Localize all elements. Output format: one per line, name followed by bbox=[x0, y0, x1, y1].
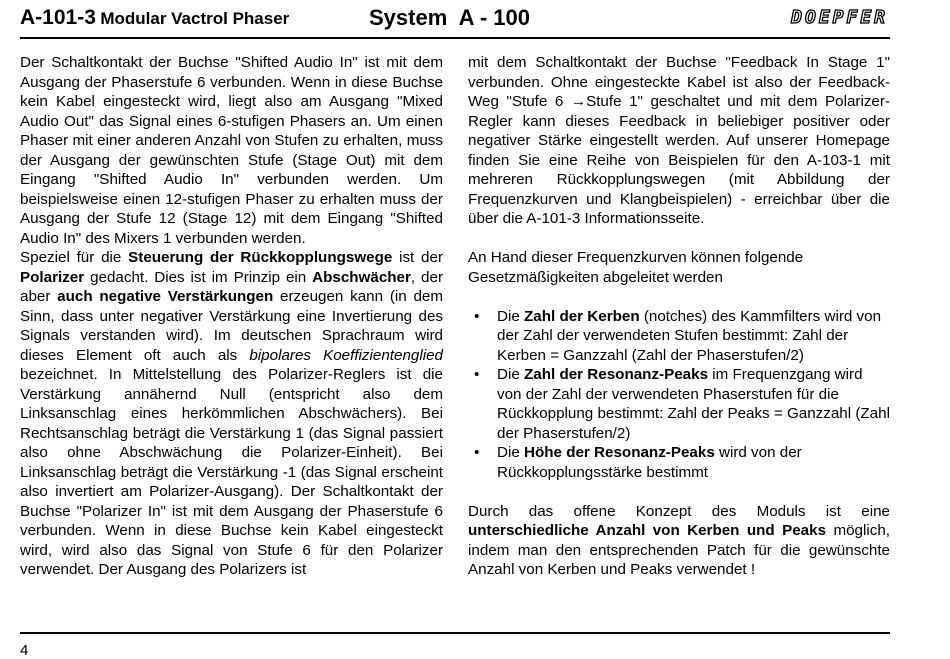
bold-run: Polarizer bbox=[20, 268, 85, 286]
module-name: Modular Vactrol Phaser bbox=[100, 9, 290, 28]
text-run: , der aber bbox=[20, 268, 443, 305]
module-title bbox=[20, 6, 289, 30]
bold-run: Abschwächer bbox=[312, 268, 411, 286]
module-code: A-101-3 bbox=[20, 6, 96, 29]
text-run: ist der bbox=[392, 249, 443, 266]
text-run: Die bbox=[497, 307, 525, 325]
paragraph-frequency-curves: An Hand dieser Frequenzkurven können folgende Gesetzmäßigkeiten abgeleitet werden bbox=[468, 249, 804, 286]
bullet-dot: • bbox=[474, 307, 480, 325]
text-run: Die bbox=[497, 444, 525, 461]
page-header bbox=[20, 4, 890, 34]
text-run: Durch das offene Konzept des Moduls ist eine bbox=[468, 502, 890, 520]
text-run: Der Schaltkontakt der Buchse "Shifted Audio In" ist mit dem Ausgang der Phaserstufe 6 verbunden. Wenn in diese Buchse kein Kabel eingesteckt wird, liegt also am Ausgang "Mixed Audio Out" das Signal eines 6-stufigen Phasers an. Um einen Phaser mit einer anderen Anzahl von Stufen zu erhalten, muss der Ausgang der gewünschten Stufe (Stage Out) mit dem Eingang "Shifted Audio In" verbunden werden. Um beispielsweise einen 12-stufigen Phaser zu erhalten muss der Ausgang der Stufe 12 (Stage 12) mit dem Eingang "Shifted Audio In" des Mixers 1 verbunden werden. bbox=[20, 54, 443, 247]
spacer bbox=[468, 287, 890, 307]
system-title: System A - 100 bbox=[369, 5, 531, 30]
spacer bbox=[468, 482, 890, 502]
bold-run: Höhe der Resonanz-Peaks bbox=[524, 444, 715, 461]
paragraph-feedback: mit dem Schaltkontakt der Buchse "Feedback In Stage 1" verbunden. Ohne eingesteckte Kabel ist also der Feedback-Weg "Stufe 6 →Stufe 1" geschaltet und mit dem Polarizer-Regler kann dieses Feedback in beliebiger positiver oder negativer Stärke eingestellt werden. Auf unserer Homepage finden Sie eine Reihe von Beispielen für den A-103-1 mit mehreren Rückkopplungswegen (mit Abbildung der Frequenzkurven und Klangbeispielen) - erreichbar über die über die A-101-3 Informationsseite. bbox=[468, 54, 890, 227]
text-run: bezeichnet. In Mittelstellung des Polarizer-Reglers ist die Verstärkung annähernd Null (entspricht also dem Linksanschlag eines herkömmlichen Abschwächers). Bei Rechtsanschlag beträgt die Verstärkung 1 (das Signal passiert also ohne Abschwächung die Polarizer-Einheit). Bei Linksanschlag beträgt die Verstärkung -1 (das Signal erscheint also invertiert am Polarizer-Ausgang). Der Schaltkontakt der Buchse "Polarizer In" ist mit dem Ausgang der Phaserstufe 6 verbunden. Wenn in diese Buchse kein Kabel eingesteckt wird, wird also das Signal von Stufe 6 für den Polarizer verwendet. Der Ausgang des Polarizers ist bbox=[20, 366, 443, 578]
list-item bbox=[468, 443, 890, 482]
bullet-dot: • bbox=[474, 366, 480, 383]
bullet-list bbox=[468, 307, 890, 483]
text-run: (notches) des Kammfilters wird von der Zahl der verwendeten Stufen bestimmt: Zahl der Kerben = Ganzzahl (Zahl der Phaserstufen/2) bbox=[497, 307, 882, 364]
text-run: wird von der Rückkopplungsstärke bestimmt bbox=[497, 444, 802, 481]
left-column bbox=[20, 53, 443, 580]
text-run: im Frequenzgang wird von der Zahl der verwendeten Phaserstufen für die Rückkopplung bestimmt: Zahl der Peaks = Ganzzahl (Zahl der Phaserstufen/2) bbox=[497, 366, 890, 442]
list-item bbox=[468, 365, 890, 443]
text-run: möglich, indem man den entsprechenden Patch für die gewünschte Anzahl von Kerben und Peaks verwendet ! bbox=[468, 522, 890, 578]
paragraph-shifted-audio bbox=[20, 53, 443, 248]
text-run: Die bbox=[497, 366, 525, 383]
bullet-dot: • bbox=[474, 444, 480, 461]
bold-run: Steuerung der Rückkopplungswege bbox=[128, 249, 393, 266]
footer-rule bbox=[20, 632, 890, 634]
bold-run: unterschiedliche Anzahl von Kerben und Peaks bbox=[468, 522, 827, 539]
text-run: Speziel für die bbox=[20, 249, 129, 266]
spacer bbox=[468, 229, 890, 249]
text-run: erzeugen kann (in dem Sinn, dass unter negativer Verstärkung eine Invertierung des Signals verstanden wird). Im deutschen Sprachraum wird dieses Element oft auch als bbox=[20, 288, 444, 364]
bold-run: Zahl der Resonanz-Peaks bbox=[524, 366, 709, 383]
page-number: 4 bbox=[20, 642, 29, 659]
right-column bbox=[468, 53, 890, 580]
text-run: gedacht. Dies ist im Prinzip ein bbox=[84, 268, 313, 286]
bold-run: auch negative Verstärkungen bbox=[57, 288, 274, 305]
italic-run: bipolares Koeffizientenglied bbox=[249, 346, 443, 364]
paragraph-concept bbox=[468, 502, 890, 580]
list-item bbox=[468, 307, 890, 366]
paragraph-polarizer bbox=[20, 248, 443, 580]
doepfer-logo: DOEPFER bbox=[791, 7, 888, 28]
header-rule bbox=[20, 37, 890, 39]
bold-run: Zahl der Kerben bbox=[524, 307, 640, 325]
